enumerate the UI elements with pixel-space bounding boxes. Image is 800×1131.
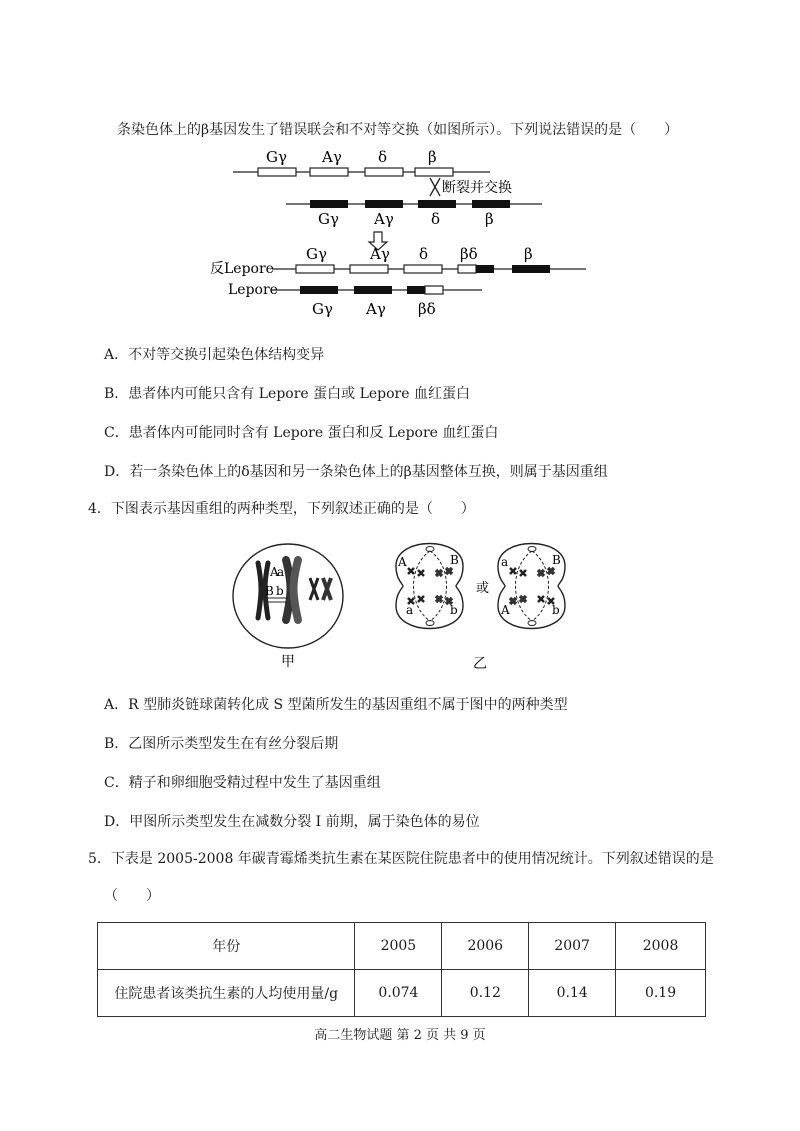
fig-yi-caption: 乙 <box>473 656 487 672</box>
fig-jia-caption: 甲 <box>281 654 295 668</box>
lepore-label: Lepore <box>228 282 278 298</box>
year-cell: 2006 <box>442 923 529 970</box>
anti-gene-label: Gγ <box>306 245 327 263</box>
allele-label: a <box>277 565 285 579</box>
mid-gene-label: δ <box>431 210 441 228</box>
page-footer: 高二生物试题 第 2 页 共 9 页 <box>314 1028 486 1043</box>
q3-gene-diagram <box>200 142 600 326</box>
value-cell: 0.074 <box>355 970 442 1017</box>
q3-stem: 条染色体上的β基因发生了错误联会和不对等交换（如图所示）。下列说法错误的是（ ） <box>117 122 679 138</box>
value-cell: 0.14 <box>529 970 616 1017</box>
anti-gene-label: δ <box>419 245 429 263</box>
allele-label: A <box>398 555 407 569</box>
allele-label: b <box>552 603 560 617</box>
q3-option-c: C．患者体内可能同时含有 Lepore 蛋白和反 Lepore 血红蛋白 <box>104 425 499 441</box>
q4-figure-jia <box>228 538 348 668</box>
q4-stem: 4．下图表示基因重组的两种类型，下列叙述正确的是（ ） <box>88 501 475 517</box>
crossover-label: 断裂并交换 <box>442 180 512 196</box>
allele-label: A <box>270 565 279 579</box>
allele-label: a <box>406 603 414 617</box>
q3-option-a: A．不对等交换引起染色体结构变异 <box>104 347 325 363</box>
year-cell: 2007 <box>529 923 616 970</box>
allele-label: B <box>265 584 274 598</box>
allele-label: b <box>276 584 284 598</box>
q3-option-d: D．若一条染色体上的δ基因和另一条染色体上的β基因整体互换，则属于基因重组 <box>104 464 608 480</box>
anti-gene-label: βδ <box>460 245 478 263</box>
mid-gene-label: Aγ <box>374 210 394 228</box>
q4-option-c: C．精子和卵细胞受精过程中发生了基因重组 <box>104 775 381 791</box>
row-label-cell: 住院患者该类抗生素的人均使用量/g <box>98 970 355 1017</box>
value-cell: 0.19 <box>616 970 706 1017</box>
or-label: 或 <box>476 581 490 596</box>
allele-label: B <box>552 553 561 567</box>
allele-label: B <box>450 553 459 567</box>
table-row <box>98 970 706 1017</box>
q4-figure-yi <box>388 536 578 672</box>
top-gene-label: Gγ <box>266 148 287 166</box>
value-cell: 0.12 <box>442 970 529 1017</box>
lepore-gene-label: βδ <box>418 300 436 318</box>
allele-label: b <box>450 603 458 617</box>
q4-option-d: D．甲图所示类型发生在减数分裂 I 前期，属于染色体的易位 <box>104 814 480 830</box>
allele-label: A <box>501 603 510 617</box>
top-gene-label: β <box>428 148 437 166</box>
anti-lepore-label: 反Lepore <box>210 261 274 277</box>
table-header-row <box>98 923 706 970</box>
mid-gene-label: Gγ <box>318 210 339 228</box>
q5-stem-paren: （ ） <box>104 888 160 904</box>
top-gene-label: δ <box>378 148 388 166</box>
lepore-gene-label: Gγ <box>312 300 333 318</box>
mid-gene-label: β <box>485 210 494 228</box>
q4-option-b: B．乙图所示类型发生在有丝分裂后期 <box>104 736 339 752</box>
q5-usage-table <box>97 922 706 1017</box>
header-label-cell: 年份 <box>98 923 355 970</box>
q4-option-a: A．R 型肺炎链球菌转化成 S 型菌所发生的基因重组不属于图中的两种类型 <box>104 697 568 713</box>
lepore-gene-label: Aγ <box>366 300 386 318</box>
top-gene-label: Aγ <box>322 148 342 166</box>
year-cell: 2008 <box>616 923 706 970</box>
q3-option-b: B．患者体内可能只含有 Lepore 蛋白或 Lepore 血红蛋白 <box>104 386 470 402</box>
year-cell: 2005 <box>355 923 442 970</box>
q5-stem: 5．下表是 2005-2008 年碳青霉烯类抗生素在某医院住院患者中的使用情况统计。下列叙述错误的是 <box>88 851 714 867</box>
anti-gene-label: β <box>524 245 533 263</box>
allele-label: a <box>501 555 509 569</box>
anti-gene-label: Aγ <box>370 245 390 263</box>
